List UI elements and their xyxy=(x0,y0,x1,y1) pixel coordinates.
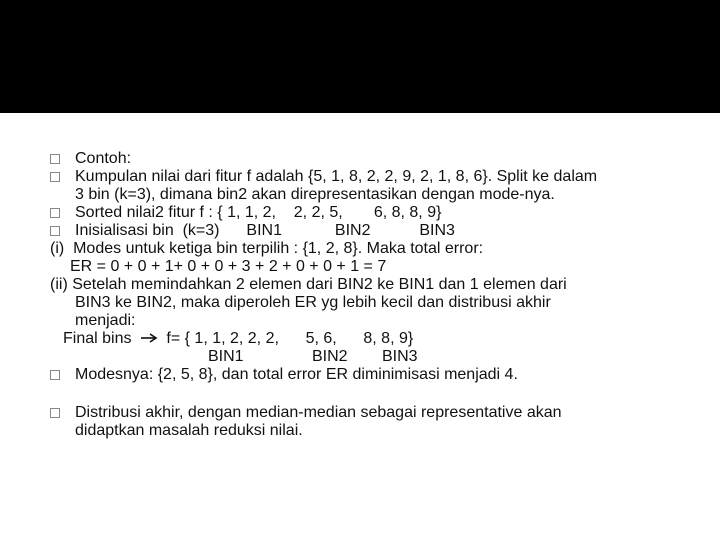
bullet-kumpulan xyxy=(50,168,690,186)
kumpulan-text-line2: 3 bin (k=3), dimana bin2 akan direpresentasikan dengan mode-nya. xyxy=(75,186,555,203)
init-bin2-label: BIN2 xyxy=(334,222,371,239)
init-bin3-label: BIN3 xyxy=(419,222,455,239)
setelah-continuation-1 xyxy=(50,294,690,312)
final-bin-labels xyxy=(50,348,690,366)
er-text: ER = 0 + 0 + 1+ 0 + 0 + 3 + 2 + 0 + 0 + 1 = 7 xyxy=(70,258,387,275)
final-values-text: f= { 1, 1, 2, 2, 2, 5, 6, 8, 8, 9} xyxy=(166,330,414,347)
bullet-box-icon xyxy=(50,408,60,418)
distribusi-continuation xyxy=(50,422,690,440)
modes-text: (i) Modes untuk ketiga bin terpilih : {1, 2, 8}. Maka total error: xyxy=(50,240,484,257)
contoh-text: Contoh: xyxy=(75,150,132,167)
final-bin1-label: BIN1 xyxy=(208,348,244,365)
bullet-inisialisasi xyxy=(50,222,690,240)
setelah-line xyxy=(50,276,690,294)
kumpulan-continuation xyxy=(50,186,690,204)
bullet-box-icon xyxy=(50,172,60,182)
bullet-box-icon xyxy=(50,370,60,380)
bullet-box-icon xyxy=(50,208,60,218)
setelah-text-line1: (ii) Setelah memindahkan 2 elemen dari BIN2 ke BIN1 dan 1 elemen dari xyxy=(50,276,567,293)
final-bins-line xyxy=(50,330,690,348)
kumpulan-text-line1: Kumpulan nilai dari fitur f adalah {5, 1, 8, 2, 2, 9, 2, 1, 8, 6}. Split ke dalam xyxy=(75,168,598,185)
distribusi-text-line2: didaptkan masalah reduksi nilai. xyxy=(75,422,303,439)
right-arrow-icon xyxy=(140,330,158,348)
title-band xyxy=(0,0,720,113)
er-line xyxy=(50,258,690,276)
bullet-box-icon xyxy=(50,226,60,236)
bullet-modesnya xyxy=(50,366,690,384)
modes-line xyxy=(50,240,690,258)
bullet-box-icon xyxy=(50,154,60,164)
init-bin1-label: BIN1 xyxy=(246,222,282,239)
spacer xyxy=(50,384,690,404)
inisialisasi-prefix: Inisialisasi bin (k=3) xyxy=(75,222,220,239)
setelah-continuation-2 xyxy=(50,312,690,330)
setelah-text-line3: menjadi: xyxy=(75,312,136,329)
sorted-text: Sorted nilai2 fitur f : { 1, 1, 2, 2, 2, 5, 6, 8, 8, 9} xyxy=(75,204,442,221)
final-bin3-label: BIN3 xyxy=(382,348,418,365)
setelah-text-line2: BIN3 ke BIN2, maka diperoleh ER yg lebih kecil dan distribusi akhir xyxy=(75,294,551,311)
distribusi-text-line1: Distribusi akhir, dengan median-median sebagai representative akan xyxy=(75,404,562,421)
slide-content xyxy=(50,150,690,440)
bullet-contoh xyxy=(50,150,690,168)
bullet-sorted xyxy=(50,204,690,222)
final-bin2-label: BIN2 xyxy=(312,348,348,365)
modesnya-text: Modesnya: {2, 5, 8}, dan total error ER diminimisasi menjadi 4. xyxy=(75,366,518,383)
bullet-distribusi xyxy=(50,404,690,422)
final-bins-prefix: Final bins xyxy=(63,330,132,347)
